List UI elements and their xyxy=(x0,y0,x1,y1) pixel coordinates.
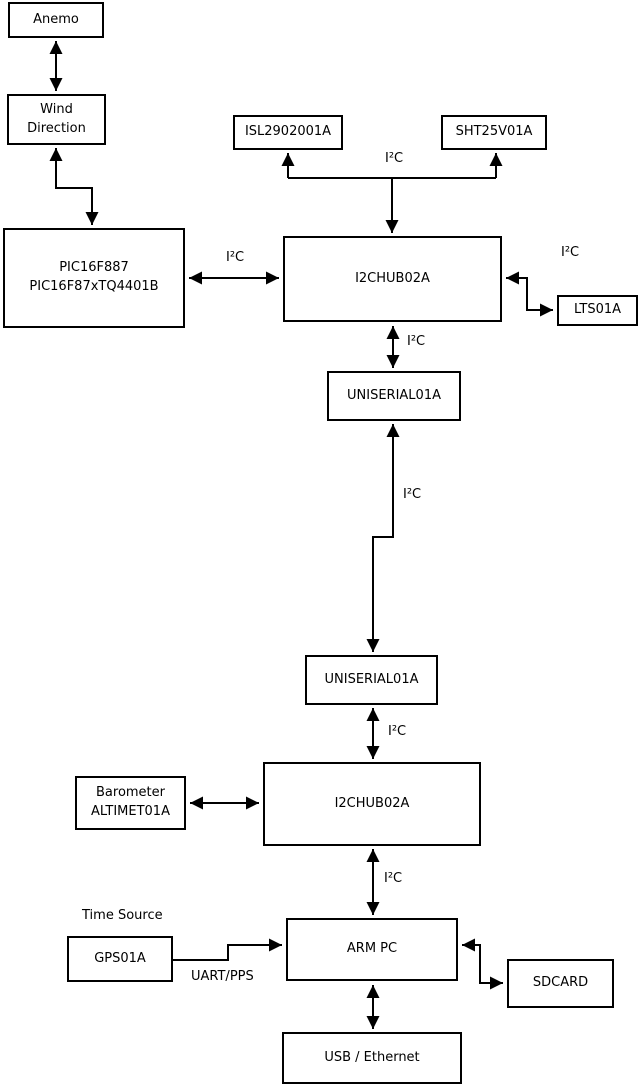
node-barometer-line2: ALTIMET01A xyxy=(91,804,170,819)
node-gps xyxy=(67,936,173,982)
node-uniserial-top xyxy=(327,371,461,421)
node-lts-label: LTS01A xyxy=(573,302,622,318)
uart-pps-label: UART/PPS xyxy=(191,969,254,984)
i2c-label-lts: I²C xyxy=(561,245,580,260)
edge-gps-armpc xyxy=(173,945,282,960)
node-gps-label: GPS01A xyxy=(94,950,146,966)
node-lts xyxy=(557,295,638,326)
edge-uniserialtop-uniserialbottom xyxy=(373,424,393,652)
node-usb-ethernet-label: USB / Ethernet xyxy=(324,1049,420,1065)
node-hub-bottom-label: I2CHUB02A xyxy=(334,795,410,811)
i2c-label-long-link: I²C xyxy=(403,487,422,502)
node-arm-pc xyxy=(286,918,458,981)
node-barometer xyxy=(75,776,186,830)
node-arm-pc-label: ARM PC xyxy=(346,941,398,957)
node-wind-direction xyxy=(7,94,106,145)
node-anemo xyxy=(8,2,104,38)
node-isl-label: ISL2902001A xyxy=(244,124,332,140)
node-sht xyxy=(441,115,547,150)
i2c-label-bus-top: I²C xyxy=(385,151,404,166)
node-wind-direction-line1: Wind xyxy=(40,101,73,117)
node-sht-label: SHT25V01A xyxy=(455,124,533,140)
node-sdcard xyxy=(507,959,614,1008)
node-uniserial-top-label: UNISERIAL01A xyxy=(347,387,441,403)
node-barometer-line1: Barometer xyxy=(96,785,165,801)
edge-hubtop-lts xyxy=(506,278,553,310)
edge-armpc-sdcard xyxy=(462,945,503,983)
time-source-label: Time Source xyxy=(82,908,163,923)
node-wind-direction-line2: Direction xyxy=(27,120,86,136)
i2c-label-uniserial-hub: I²C xyxy=(388,724,407,739)
node-anemo-label: Anemo xyxy=(33,11,79,27)
edge-wind-pic xyxy=(56,148,92,225)
i2c-label-hub-arm: I²C xyxy=(384,871,403,886)
i2c-label-hub-uniserial: I²C xyxy=(407,334,426,349)
node-hub-top-label: I2CHUB02A xyxy=(355,270,430,286)
node-uniserial-bottom-label: UNISERIAL01A xyxy=(324,671,419,687)
node-uniserial-bottom xyxy=(305,655,438,705)
node-sdcard-label: SDCARD xyxy=(532,975,589,991)
node-usb-ethernet xyxy=(282,1032,462,1084)
node-isl xyxy=(233,115,343,150)
node-pic xyxy=(3,228,185,328)
i2c-label-pic-hub: I²C xyxy=(226,250,245,265)
node-hub-top xyxy=(283,236,502,322)
node-hub-bottom xyxy=(263,762,481,846)
node-pic-line1: PIC16F887 xyxy=(59,260,129,276)
node-pic-line2: PIC16F87xTQ4401B xyxy=(29,279,159,294)
